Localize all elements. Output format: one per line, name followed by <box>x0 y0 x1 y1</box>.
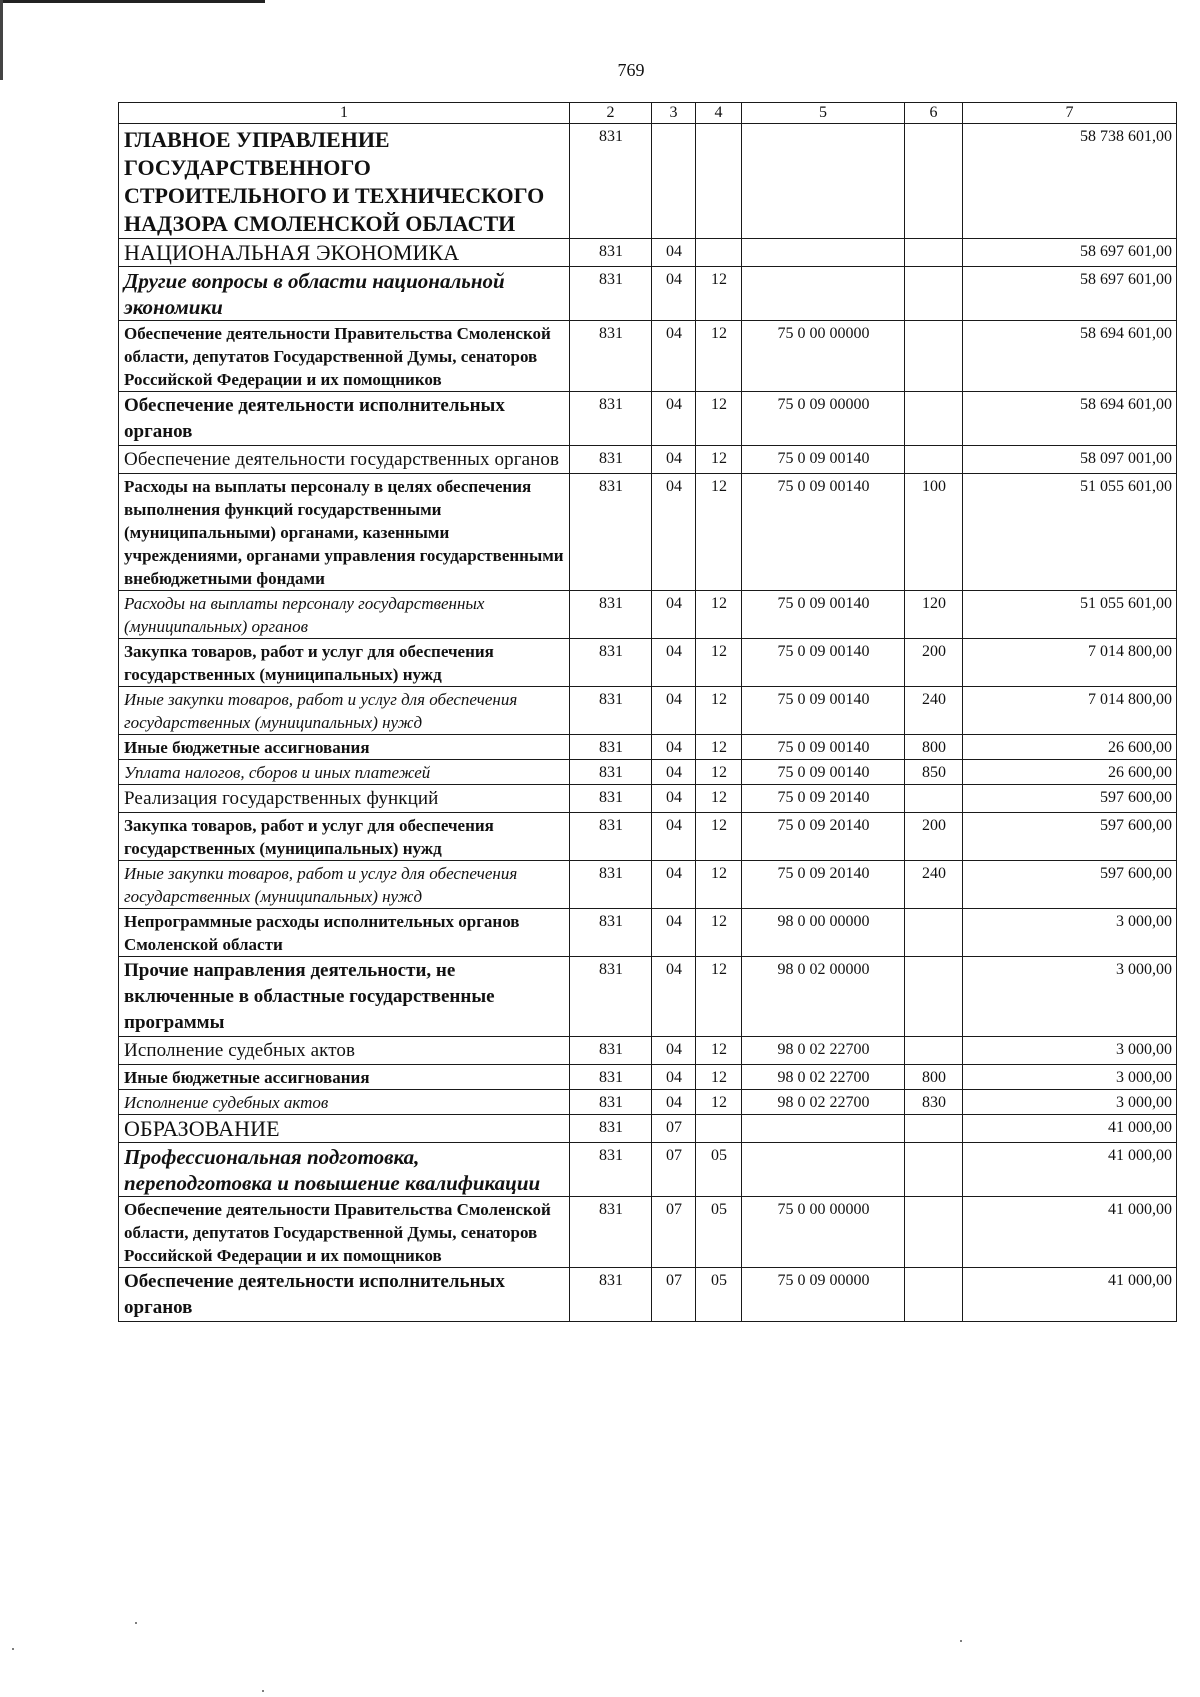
subsection-code: 12 <box>696 639 742 687</box>
target-article-code: 75 0 09 20140 <box>742 785 905 813</box>
table-row <box>119 957 1177 1037</box>
row-name: НАЦИОНАЛЬНАЯ ЭКОНОМИКА <box>119 239 570 267</box>
ved-code: 831 <box>570 474 652 591</box>
target-article-code: 98 0 00 00000 <box>742 909 905 957</box>
expense-type-code <box>905 1143 963 1197</box>
table-header-row <box>119 103 1177 124</box>
table-row <box>119 446 1177 474</box>
ved-code: 831 <box>570 124 652 239</box>
table-row <box>119 1065 1177 1090</box>
subsection-code: 05 <box>696 1268 742 1322</box>
expense-type-code <box>905 909 963 957</box>
column-header: 7 <box>963 103 1177 124</box>
section-code: 04 <box>652 861 696 909</box>
amount: 597 600,00 <box>963 813 1177 861</box>
amount: 58 697 601,00 <box>963 267 1177 321</box>
section-code: 04 <box>652 321 696 392</box>
ved-code: 831 <box>570 735 652 760</box>
section-code: 04 <box>652 909 696 957</box>
row-name: Профессиональная подготовка, переподготовка и повышение квалификации <box>119 1143 570 1197</box>
row-name: Прочие направления деятельности, не включенные в областные государственные программы <box>119 957 570 1037</box>
subsection-code: 12 <box>696 474 742 591</box>
row-name: Исполнение судебных актов <box>119 1037 570 1065</box>
amount: 597 600,00 <box>963 861 1177 909</box>
ved-code: 831 <box>570 1143 652 1197</box>
section-code <box>652 124 696 239</box>
table-row <box>119 321 1177 392</box>
amount: 58 694 601,00 <box>963 392 1177 446</box>
amount: 7 014 800,00 <box>963 687 1177 735</box>
subsection-code: 12 <box>696 760 742 785</box>
table-row <box>119 1037 1177 1065</box>
target-article-code: 75 0 00 00000 <box>742 321 905 392</box>
expense-type-code <box>905 321 963 392</box>
expense-type-code: 800 <box>905 735 963 760</box>
ved-code: 831 <box>570 267 652 321</box>
table-row <box>119 1197 1177 1268</box>
row-name: ГЛАВНОЕ УПРАВЛЕНИЕ ГОСУДАРСТВЕННОГО СТРОИТЕЛЬНОГО И ТЕХНИЧЕСКОГО НАДЗОРА СМОЛЕНСКОЙ ОБЛАСТИ <box>119 124 570 239</box>
expense-type-code <box>905 957 963 1037</box>
table-row <box>119 267 1177 321</box>
row-name: Иные закупки товаров, работ и услуг для обеспечения государственных (муниципальных) нужд <box>119 687 570 735</box>
section-code: 04 <box>652 591 696 639</box>
ved-code: 831 <box>570 1197 652 1268</box>
expense-type-code: 830 <box>905 1090 963 1115</box>
amount: 3 000,00 <box>963 957 1177 1037</box>
amount: 41 000,00 <box>963 1115 1177 1143</box>
amount: 51 055 601,00 <box>963 474 1177 591</box>
target-article-code <box>742 1115 905 1143</box>
target-article-code: 75 0 09 20140 <box>742 813 905 861</box>
section-code: 04 <box>652 446 696 474</box>
expense-type-code <box>905 239 963 267</box>
subsection-code: 12 <box>696 735 742 760</box>
amount: 597 600,00 <box>963 785 1177 813</box>
subsection-code: 05 <box>696 1197 742 1268</box>
column-header: 2 <box>570 103 652 124</box>
row-name: Обеспечение деятельности государственных органов <box>119 446 570 474</box>
target-article-code: 75 0 09 20140 <box>742 861 905 909</box>
row-name: ОБРАЗОВАНИЕ <box>119 1115 570 1143</box>
row-name: Реализация государственных функций <box>119 785 570 813</box>
subsection-code: 12 <box>696 392 742 446</box>
row-name: Обеспечение деятельности исполнительных органов <box>119 392 570 446</box>
target-article-code <box>742 124 905 239</box>
page-number: 769 <box>617 60 645 80</box>
subsection-code: 12 <box>696 446 742 474</box>
table-row <box>119 785 1177 813</box>
row-name: Иные бюджетные ассигнования <box>119 1065 570 1090</box>
amount: 41 000,00 <box>963 1268 1177 1322</box>
row-name: Непрограммные расходы исполнительных органов Смоленской области <box>119 909 570 957</box>
subsection-code: 05 <box>696 1143 742 1197</box>
table-row <box>119 861 1177 909</box>
table-row <box>119 735 1177 760</box>
ved-code: 831 <box>570 909 652 957</box>
target-article-code: 75 0 09 00140 <box>742 474 905 591</box>
section-code: 04 <box>652 239 696 267</box>
row-name: Другие вопросы в области национальной экономики <box>119 267 570 321</box>
target-article-code: 75 0 09 00140 <box>742 446 905 474</box>
row-name: Расходы на выплаты персоналу в целях обеспечения выполнения функций государственными (муниципальными) органами, казенными учреждениями, органами управления государственными внебюджетными фондами <box>119 474 570 591</box>
section-code: 04 <box>652 687 696 735</box>
table-row <box>119 1090 1177 1115</box>
table-row <box>119 1115 1177 1143</box>
expense-type-code <box>905 267 963 321</box>
amount: 58 738 601,00 <box>963 124 1177 239</box>
subsection-code: 12 <box>696 267 742 321</box>
target-article-code: 75 0 09 00140 <box>742 639 905 687</box>
target-article-code: 75 0 09 00140 <box>742 760 905 785</box>
subsection-code: 12 <box>696 957 742 1037</box>
ved-code: 831 <box>570 321 652 392</box>
row-name: Иные закупки товаров, работ и услуг для обеспечения государственных (муниципальных) нужд <box>119 861 570 909</box>
expense-type-code: 200 <box>905 813 963 861</box>
subsection-code: 12 <box>696 1090 742 1115</box>
target-article-code: 75 0 09 00000 <box>742 1268 905 1322</box>
subsection-code: 12 <box>696 813 742 861</box>
column-header: 5 <box>742 103 905 124</box>
expense-type-code <box>905 785 963 813</box>
table-row <box>119 687 1177 735</box>
amount: 51 055 601,00 <box>963 591 1177 639</box>
subsection-code: 12 <box>696 687 742 735</box>
section-code: 04 <box>652 1037 696 1065</box>
ved-code: 831 <box>570 446 652 474</box>
table-row <box>119 392 1177 446</box>
subsection-code: 12 <box>696 785 742 813</box>
target-article-code: 75 0 00 00000 <box>742 1197 905 1268</box>
scan-edge-top <box>0 0 265 3</box>
table-row <box>119 1268 1177 1322</box>
section-code: 04 <box>652 1090 696 1115</box>
row-name: Расходы на выплаты персоналу государственных (муниципальных) органов <box>119 591 570 639</box>
subsection-code: 12 <box>696 1065 742 1090</box>
subsection-code <box>696 239 742 267</box>
amount: 41 000,00 <box>963 1143 1177 1197</box>
section-code: 07 <box>652 1115 696 1143</box>
section-code: 04 <box>652 957 696 1037</box>
amount: 26 600,00 <box>963 760 1177 785</box>
section-code: 07 <box>652 1268 696 1322</box>
amount: 58 694 601,00 <box>963 321 1177 392</box>
ved-code: 831 <box>570 1037 652 1065</box>
subsection-code <box>696 124 742 239</box>
ved-code: 831 <box>570 392 652 446</box>
expense-type-code <box>905 124 963 239</box>
expense-type-code: 240 <box>905 687 963 735</box>
ved-code: 831 <box>570 687 652 735</box>
column-header: 4 <box>696 103 742 124</box>
section-code: 04 <box>652 267 696 321</box>
section-code: 04 <box>652 785 696 813</box>
budget-table <box>118 102 1177 1322</box>
amount: 7 014 800,00 <box>963 639 1177 687</box>
amount: 41 000,00 <box>963 1197 1177 1268</box>
ved-code: 831 <box>570 760 652 785</box>
section-code: 04 <box>652 392 696 446</box>
section-code: 04 <box>652 813 696 861</box>
ved-code: 831 <box>570 1115 652 1143</box>
expense-type-code: 120 <box>905 591 963 639</box>
target-article-code: 75 0 09 00000 <box>742 392 905 446</box>
target-article-code: 75 0 09 00140 <box>742 735 905 760</box>
expense-type-code: 240 <box>905 861 963 909</box>
subsection-code: 12 <box>696 909 742 957</box>
ved-code: 831 <box>570 591 652 639</box>
expense-type-code <box>905 1197 963 1268</box>
amount: 3 000,00 <box>963 1090 1177 1115</box>
ved-code: 831 <box>570 1090 652 1115</box>
section-code: 04 <box>652 760 696 785</box>
target-article-code: 75 0 09 00140 <box>742 687 905 735</box>
expense-type-code <box>905 1115 963 1143</box>
ved-code: 831 <box>570 785 652 813</box>
row-name: Обеспечение деятельности Правительства Смоленской области, депутатов Государственной Думы, сенаторов Российской Федерации и их помощников <box>119 321 570 392</box>
expense-type-code: 800 <box>905 1065 963 1090</box>
table-row <box>119 813 1177 861</box>
expense-type-code: 100 <box>905 474 963 591</box>
expense-type-code: 200 <box>905 639 963 687</box>
subsection-code: 12 <box>696 321 742 392</box>
target-article-code <box>742 267 905 321</box>
target-article-code <box>742 1143 905 1197</box>
section-code: 04 <box>652 639 696 687</box>
row-name: Закупка товаров, работ и услуг для обеспечения государственных (муниципальных) нужд <box>119 639 570 687</box>
row-name: Иные бюджетные ассигнования <box>119 735 570 760</box>
target-article-code: 98 0 02 22700 <box>742 1065 905 1090</box>
row-name: Уплата налогов, сборов и иных платежей <box>119 760 570 785</box>
subsection-code: 12 <box>696 1037 742 1065</box>
amount: 3 000,00 <box>963 1065 1177 1090</box>
amount: 3 000,00 <box>963 1037 1177 1065</box>
ved-code: 831 <box>570 861 652 909</box>
expense-type-code <box>905 1037 963 1065</box>
row-name: Обеспечение деятельности исполнительных органов <box>119 1268 570 1322</box>
table-row <box>119 639 1177 687</box>
row-name: Закупка товаров, работ и услуг для обеспечения государственных (муниципальных) нужд <box>119 813 570 861</box>
expense-type-code <box>905 1268 963 1322</box>
table-body <box>119 103 1177 1322</box>
section-code: 07 <box>652 1197 696 1268</box>
expense-type-code: 850 <box>905 760 963 785</box>
ved-code: 831 <box>570 639 652 687</box>
table-row <box>119 909 1177 957</box>
subsection-code: 12 <box>696 591 742 639</box>
expense-type-code <box>905 446 963 474</box>
section-code: 04 <box>652 735 696 760</box>
amount: 3 000,00 <box>963 909 1177 957</box>
target-article-code: 98 0 02 22700 <box>742 1037 905 1065</box>
ved-code: 831 <box>570 813 652 861</box>
target-article-code: 98 0 02 22700 <box>742 1090 905 1115</box>
table-row <box>119 1143 1177 1197</box>
section-code: 04 <box>652 1065 696 1090</box>
amount: 26 600,00 <box>963 735 1177 760</box>
section-code: 07 <box>652 1143 696 1197</box>
column-header: 6 <box>905 103 963 124</box>
ved-code: 831 <box>570 239 652 267</box>
ved-code: 831 <box>570 1268 652 1322</box>
row-name: Обеспечение деятельности Правительства Смоленской области, депутатов Государственной Думы, сенаторов Российской Федерации и их помощников <box>119 1197 570 1268</box>
row-name: Исполнение судебных актов <box>119 1090 570 1115</box>
subsection-code: 12 <box>696 861 742 909</box>
ved-code: 831 <box>570 957 652 1037</box>
subsection-code <box>696 1115 742 1143</box>
amount: 58 097 001,00 <box>963 446 1177 474</box>
column-header: 1 <box>119 103 570 124</box>
table-row <box>119 239 1177 267</box>
ved-code: 831 <box>570 1065 652 1090</box>
table-row <box>119 124 1177 239</box>
target-article-code: 75 0 09 00140 <box>742 591 905 639</box>
column-header: 3 <box>652 103 696 124</box>
target-article-code <box>742 239 905 267</box>
table-row <box>119 760 1177 785</box>
target-article-code: 98 0 02 00000 <box>742 957 905 1037</box>
amount: 58 697 601,00 <box>963 239 1177 267</box>
table-row <box>119 591 1177 639</box>
expense-type-code <box>905 392 963 446</box>
section-code: 04 <box>652 474 696 591</box>
table-row <box>119 474 1177 591</box>
